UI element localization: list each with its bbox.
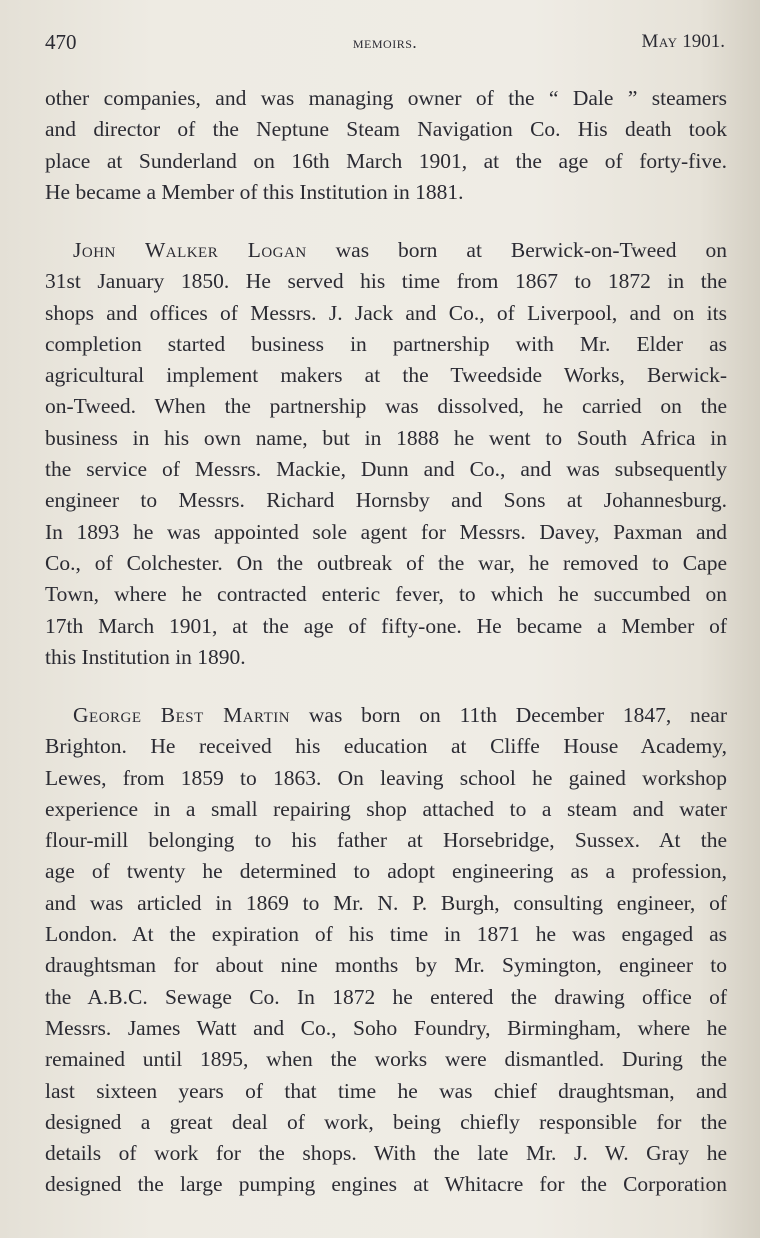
text-line: and director of the Neptune Steam Navigation Co. His death took [45,117,727,142]
page-number: 470 [45,30,77,54]
text-line: the A.B.C. Sewage Co. In 1872 he entered the drawing office of [45,984,727,1009]
text-line: flour-mill belonging to his father at Horsebridge, Sussex. At the [45,828,727,853]
text-line: on-Tweed. When the partnership was dissolved, he carried on the [45,394,727,419]
text-line: He became a Member of this Institution in 1881. [45,179,464,204]
line-text: was born at Berwick-on-Tweed on [335,238,727,262]
memoir-name: George Best Martin [73,703,291,727]
text-line [45,235,727,266]
text-line: Lewes, from 1859 to 1863. On leaving school he gained workshop [45,765,727,790]
memoir-paragraph-martin [45,700,727,1201]
text-line: and was articled in 1869 to Mr. N. P. Burgh, consulting engineer, of [45,890,727,915]
memoir-name: John Walker Logan [73,238,307,262]
text-line: designed the large pumping engines at Whitacre for the Corporation [45,1172,727,1197]
text-line: Brighton. He received his education at Cliffe House Academy, [45,734,727,759]
text-line: remained until 1895, when the works were dismantled. During the [45,1047,727,1072]
text-line: Co., of Colchester. On the outbreak of the war, he removed to Cape [45,550,727,575]
text-line: Town, where he contracted enteric fever, to which he succumbed on [45,582,727,607]
text-line: this Institution in 1890. [45,644,246,669]
issue-date [642,31,725,53]
running-header [45,30,725,60]
text-line: designed a great deal of work, being chiefly responsible for the [45,1109,727,1134]
memoir-paragraph-continued [45,83,727,208]
text-line: business in his own name, but in 1888 he went to South Africa in [45,425,727,450]
text-line: place at Sunderland on 16th March 1901, at the age of forty-five. [45,148,727,173]
text-line: last sixteen years of that time he was chief draughtsman, and [45,1078,727,1103]
text-line: agricultural implement makers at the Tweedside Works, Berwick- [45,363,727,388]
text-line: draughtsman for about nine months by Mr. Symington, engineer to [45,953,727,978]
issue-year: 1901. [682,31,725,52]
text-line: age of twenty he determined to adopt engineering as a profession, [45,859,727,884]
text-line: experience in a small repairing shop attached to a steam and water [45,796,727,821]
issue-month: May [641,31,678,52]
memoir-paragraph-logan [45,235,727,673]
text-line: shops and offices of Messrs. J. Jack and Co., of Liverpool, and on its [45,300,727,325]
text-line: engineer to Messrs. Richard Hornsby and Sons at Johannesburg. [45,488,727,513]
text-line: other companies, and was managing owner of the “ Dale ” steamers [45,86,727,110]
text-line: Messrs. James Watt and Co., Soho Foundry, Birmingham, where he [45,1015,727,1040]
line-text: was born on 11th December 1847, near [308,703,728,727]
text-line: the service of Messrs. Mackie, Dunn and Co., and was subsequently [45,457,727,482]
text-line: London. At the expiration of his time in 1871 he was engaged as [45,922,727,947]
text-line: details of work for the shops. With the late Mr. J. W. Gray he [45,1141,727,1166]
text-line: 31st January 1850. He served his time from 1867 to 1872 in the [45,269,727,294]
running-title: memoirs. [352,33,418,52]
text-line [45,700,727,731]
text-line: 17th March 1901, at the age of fifty-one. He became a Member of [45,613,727,638]
text-line: completion started business in partnership with Mr. Elder as [45,331,727,356]
text-line: In 1893 he was appointed sole agent for Messrs. Davey, Paxman and [45,519,727,544]
